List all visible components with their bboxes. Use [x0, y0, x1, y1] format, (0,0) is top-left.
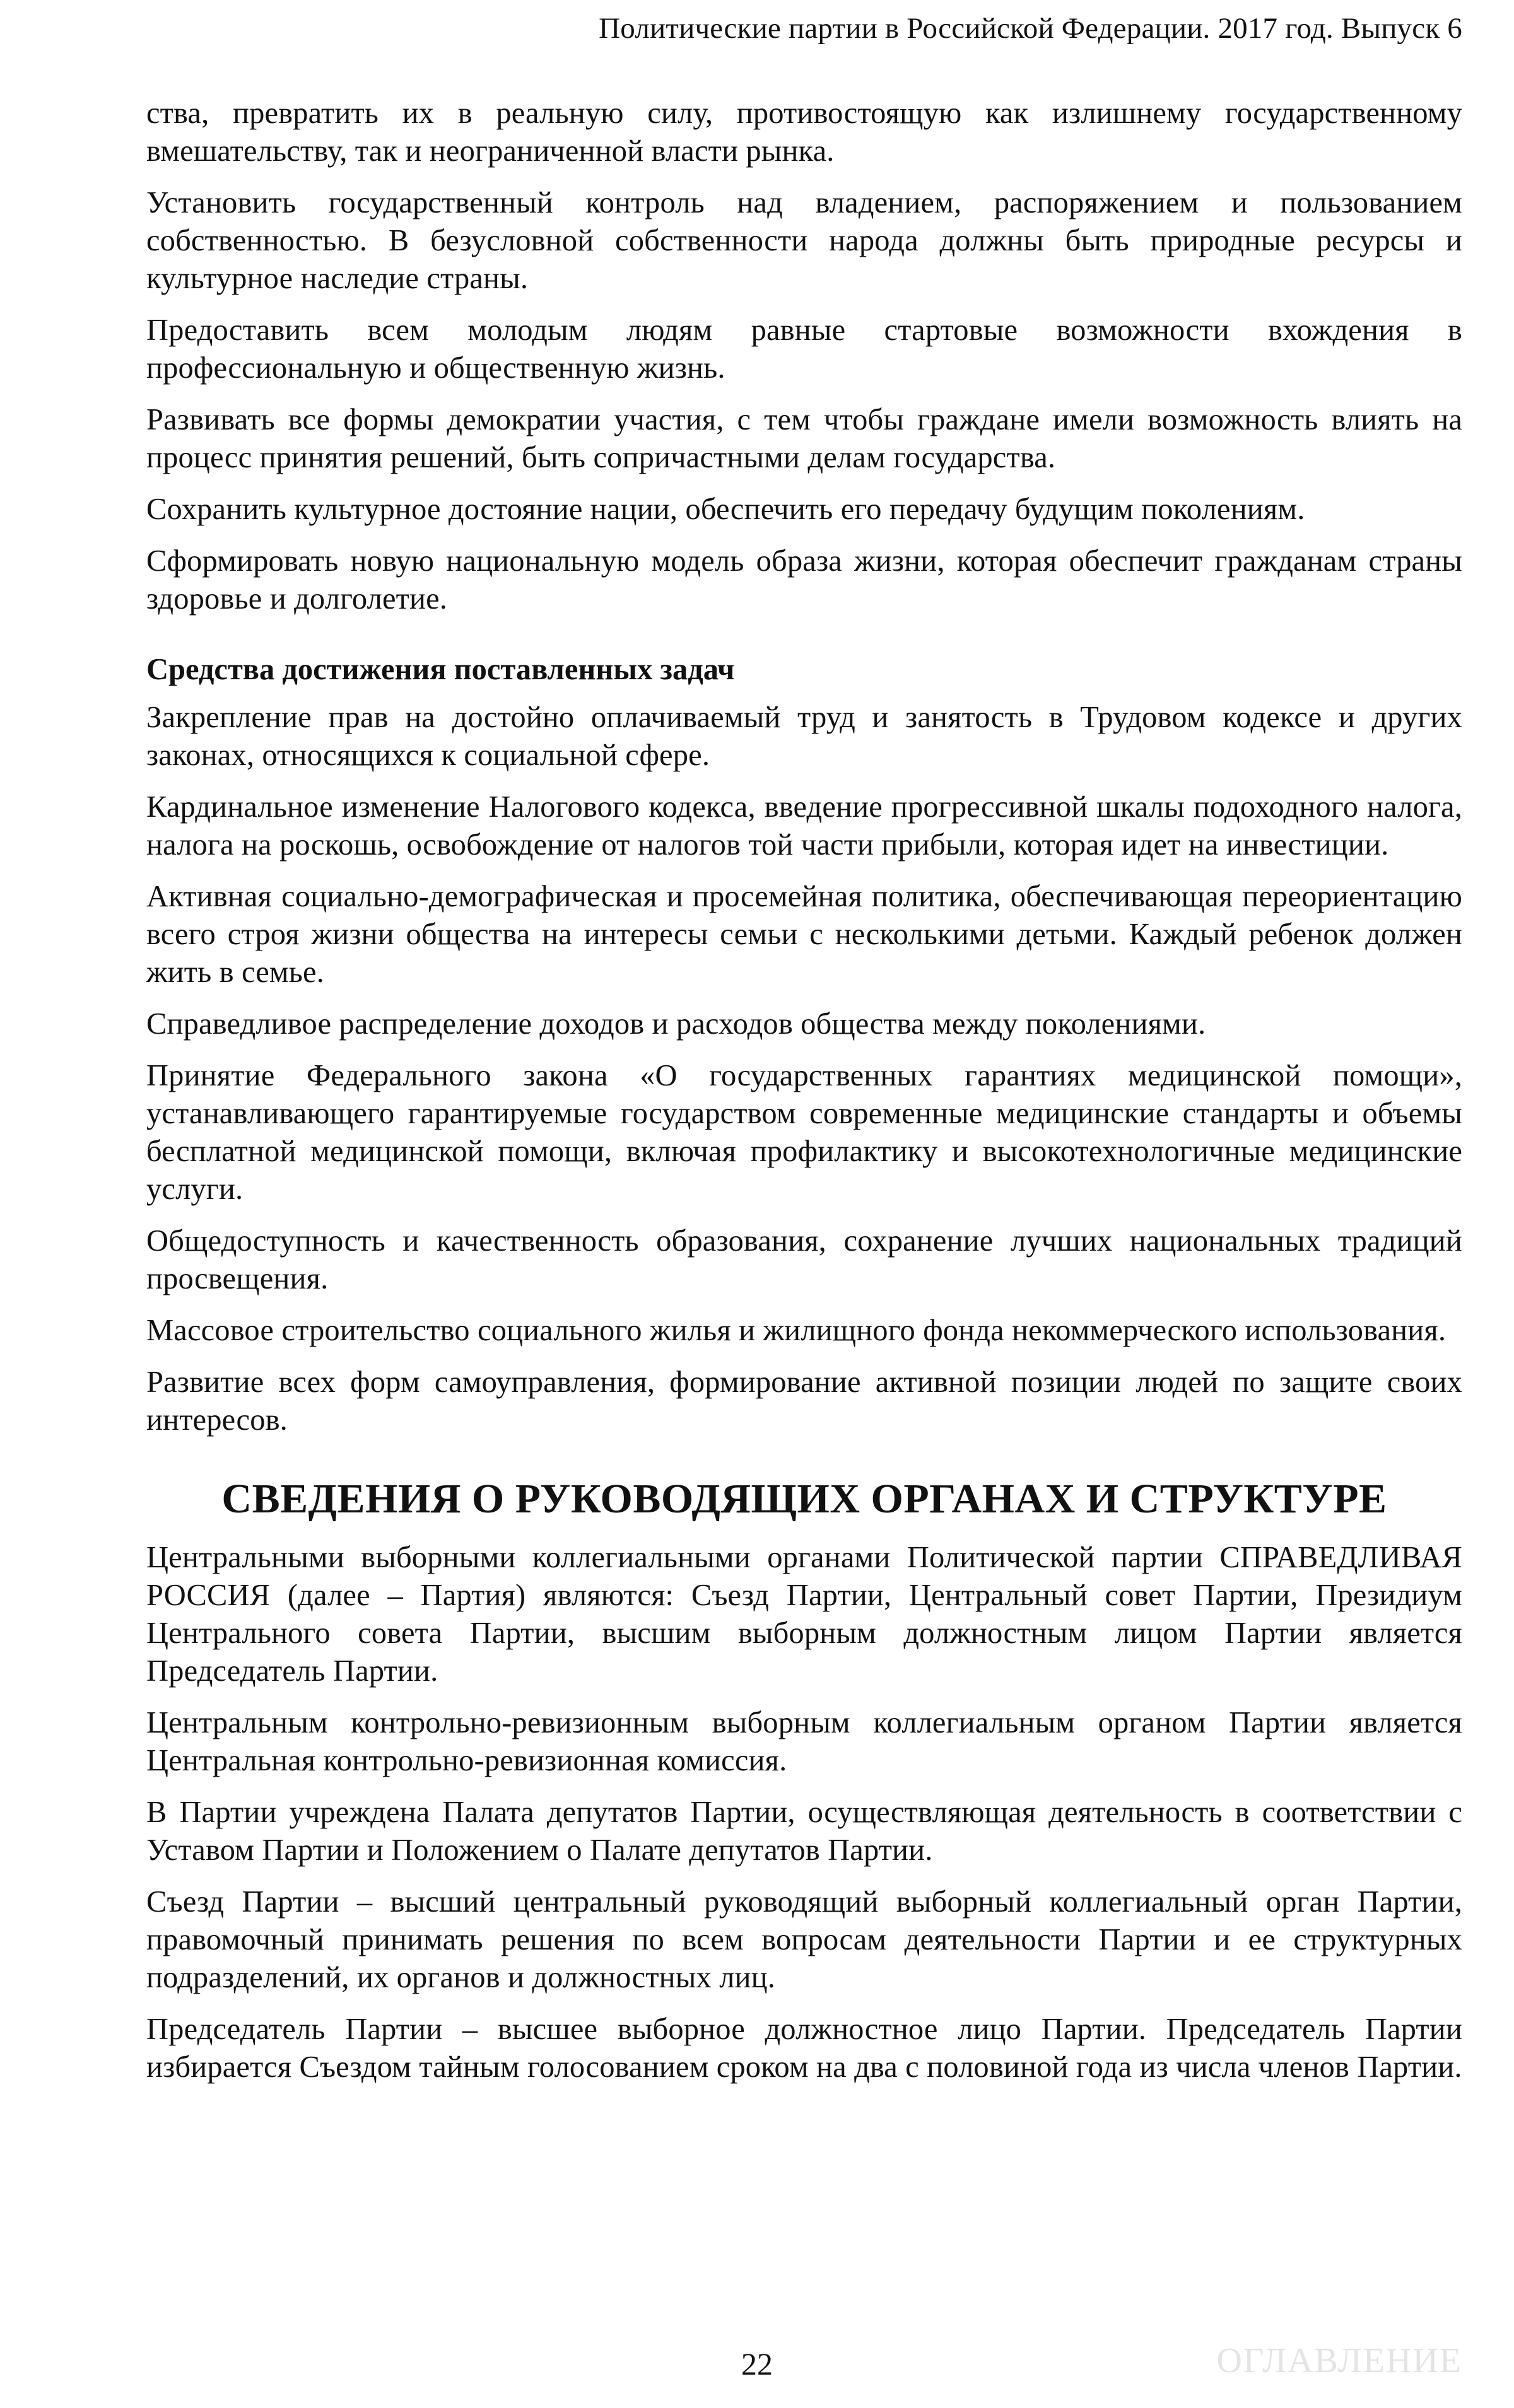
- paragraph: ства, превратить их в реальную силу, противостоящую как излишнему государственному вмешательству, так и неограниченной власти рынка.: [146, 96, 1462, 168]
- paragraph: Развитие всех форм самоуправления, формирование активной позиции людей по защите своих интересов.: [146, 1365, 1462, 1437]
- paragraph: Массовое строительство социального жилья и жилищного фонда некоммерческого использования.: [146, 1314, 1447, 1347]
- paragraph: Съезд Партии – высший центральный руководящий выборный коллегиальный орган Партии, правомочный принимать решения по всем вопросам деятельности Партии и ее структурных подразделений, их органов и должностных лиц.: [146, 1885, 1462, 1994]
- table-of-contents-link[interactable]: ОГЛАВЛЕНИЕ: [1216, 2341, 1462, 2380]
- paragraph: Установить государственный контроль над владением, распоряжением и пользованием собственностью. В безусловной собственности народа должны быть природные ресурсы и культурное наследие страны.: [146, 186, 1462, 295]
- means-section-heading: Средства достижения поставленных задач: [146, 653, 735, 686]
- paragraph: Общедоступность и качественность образования, сохранение лучших национальных традиций просвещения.: [146, 1224, 1462, 1295]
- page-number: 22: [741, 2346, 773, 2382]
- paragraph: Закрепление прав на достойно оплачиваемый труд и занятость в Трудовом кодексе и других законах, относящихся к социальной сфере.: [146, 701, 1462, 772]
- running-header: Политические партии в Российской Федерации. 2017 год. Выпуск 6: [599, 12, 1462, 45]
- page-content: [146, 95, 1462, 2100]
- paragraph: Центральными выборными коллегиальными органами Политической партии СПРАВЕДЛИВАЯ РОССИЯ (далее – Партия) являются: Съезд Партии, Центральный совет Партии, Президиум Центрального совета Партии, высшим выборным должностным лицом Партии является Председатель Партии.: [146, 1541, 1462, 1688]
- paragraph: Центральным контрольно-ревизионным выборным коллегиальным органом Партии является Центральная контрольно-ревизионная комиссия.: [146, 1706, 1462, 1777]
- paragraph: Справедливое распределение доходов и расходов общества между поколениями.: [146, 1007, 1206, 1041]
- paragraph: Активная социально-демографическая и просемейная политика, обеспечивающая переориентацию всего строя жизни общества на интересы семьи с несколькими детьми. Каждый ребенок должен жить в семье.: [146, 880, 1462, 989]
- paragraph: Кардинальное изменение Налогового кодекса, введение прогрессивной шкалы подоходного налога, налога на роскошь, освобождение от налогов той части прибыли, которая идет на инвестиции.: [146, 790, 1462, 862]
- paragraph: Сохранить культурное достояние нации, обеспечить его передачу будущим поколениям.: [146, 493, 1305, 526]
- paragraph: Сформировать новую национальную модель образа жизни, которая обеспечит гражданам страны здоровье и долголетие.: [146, 544, 1462, 616]
- structure-section-heading: СВЕДЕНИЯ О РУКОВОДЯЩИХ ОРГАНАХ И СТРУКТУРЕ: [221, 1476, 1387, 1522]
- paragraph: Председатель Партии – высшее выборное должностное лицо Партии. Председатель Партии избирается Съездом тайным голосованием сроком на два с половиной года из числа членов Партии.: [146, 2013, 1462, 2084]
- paragraph: Развивать все формы демократии участия, с тем чтобы граждане имели возможность влиять на процесс принятия решений, быть сопричастными делам государства.: [146, 403, 1462, 474]
- paragraph: В Партии учреждена Палата депутатов Партии, осуществляющая деятельность в соответствии с Уставом Партии и Положением о Палате депутатов Партии.: [146, 1796, 1462, 1867]
- paragraph: Предоставить всем молодым людям равные стартовые возможности вхождения в профессиональную и общественную жизнь.: [146, 313, 1462, 385]
- paragraph: Принятие Федерального закона «О государственных гарантиях медицинской помощи», устанавливающего гарантируемые государством современные медицинские стандарты и объемы бесплатной медицинской помощи, включая профилактику и высокотехнологичные медицинские услуги.: [146, 1059, 1462, 1206]
